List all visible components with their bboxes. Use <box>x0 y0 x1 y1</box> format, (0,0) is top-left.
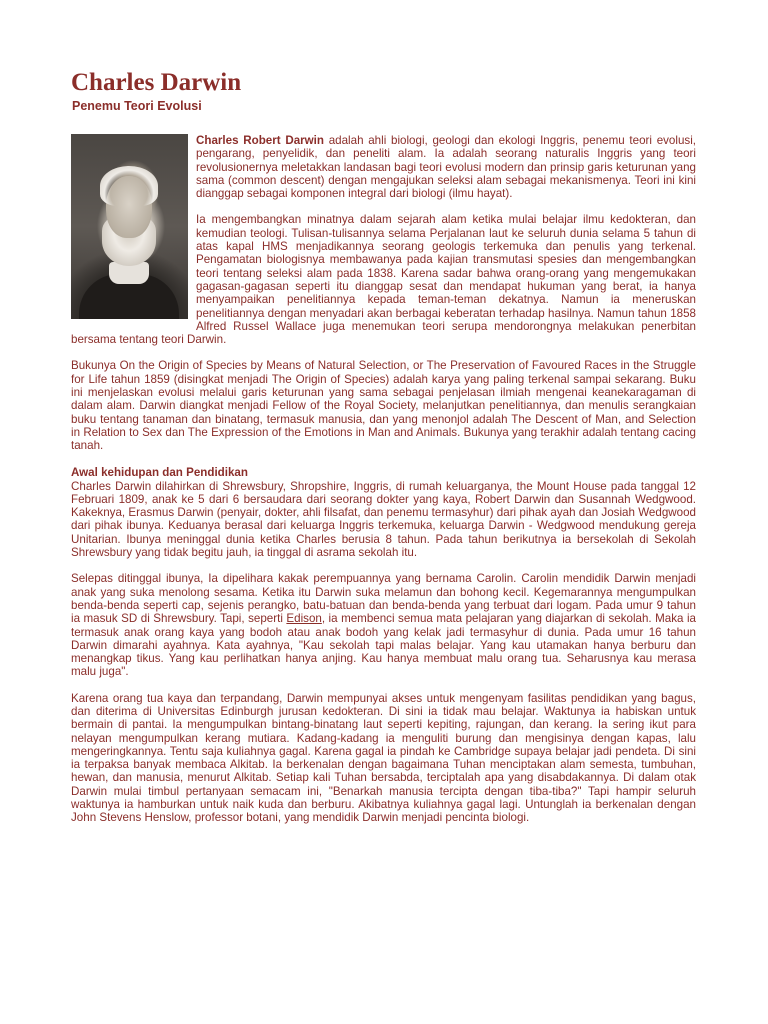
article-body <box>71 134 696 825</box>
section-paragraph-2-after: , ia membenci semua mata pelajaran yang diajarkan di sekolah. Maka ia termasuk anak orang kaya yang bodoh atau anak bodoh yang kelak jadi termasyhur di dunia. Pada umur 16 tahun Darwin dimarahi ayahnya. Kata ayahnya, "Kau sekolah tapi malas belajar. Yang kau utamakan hanya berburu dan menangkap tikus. Yang kau perlihatkan hanya anjing. Kau hanya membuat malu orang tua. Seharusnya kau merasa malu juga". <box>71 612 697 679</box>
page-title: Charles Darwin <box>71 69 242 96</box>
intro-name: Charles Robert Darwin <box>196 134 324 147</box>
intro-paragraph-3: Bukunya On the Origin of Species by Means of Natural Selection, or The Preservation of Favoured Races in the Struggle for Life tahun 1859 (disingkat menjadi The Origin of Species) adalah karya yang paling terkenal sampai sekarang. Buku ini menjelaskan evolusi melalui garis keturunan yang sama sebagai penjelasan ilmiah mengenai keanekaragaman di dalam alam. Darwin diangkat menjadi Fellow of the Royal Society, melanjutkan penelitiannya, dan menulis serangkaian buku tentang tanaman dan binatang, termasuk manusia, dan yang menonjol adalah The Descent of Man, and Selection in Relation to Sex dan The Expression of the Emotions in Man and Animals. Bukunya yang terakhir adalah tentang cacing tanah. <box>71 359 696 453</box>
section-paragraph-2 <box>71 572 696 678</box>
section-paragraph-2-before: Selepas ditinggal ibunya, Ia dipelihara kakak perempuannya yang bernama Carolin. Carolin mendidik Darwin menjadi anak yang suka menolong sesama. Ketika itu Darwin suka melamun dan bohong kecil. Kegemarannya mengumpulkan benda-benda seperti cap, sejenis perangko, batu-batuan dan benda-benda yang terbuat dari logam. Pada umur 9 tahun ia masuk SD di Shrewsbury. Tapi, seperti <box>71 572 696 626</box>
darwin-portrait-image <box>71 134 188 319</box>
page-subtitle: Penemu Teori Evolusi <box>72 99 202 113</box>
section-paragraph-3: Karena orang tua kaya dan terpandang, Darwin mempunyai akses untuk mengenyam fasilitas pendidikan yang bagus, dan diterima di Universitas Edinburgh jurusan kedokteran. Di sini ia tidak mau belajar. Waktunya ia habiskan untuk bermain di pantai. Ia mengumpulkan bintang-binatang laut seperti kepiting, rajungan, dan kerang. Ia sering ikut para nelayan mengumpulkan kerang mutiara. Kadang-kadang ia menguliti burung dan mengisinya dengan kapas, lalu mengeringkannya. Tentu saja kuliahnya gagal. Karena gagal ia pindah ke Cambridge supaya belajar jadi pendeta. Di sini ia terpaksa banyak membaca Alkitab. Ia berkenalan dengan bagaimana Tuhan menciptakan alam semesta, tumbuhan, hewan, dan manusia, menurut Alkitab. Setiap kali Tuhan bersabda, terciptalah apa yang disabdakannya. Di dalam otak Darwin mulai timbul pertanyaan semacam ini, "Benarkah manusia tercipta dengan tiba-tiba?" Tapi hampir seluruh waktunya ia hamburkan untuk naik kuda dan berburu. Akibatnya kuliahnya gagal lagi. Untunglah ia berkenalan dengan John Stevens Henslow, professor botani, yang mendidik Darwin menjadi pencinta biologi. <box>71 691 696 825</box>
intro-paragraph-1-text: adalah ahli biologi, geologi dan ekologi Inggris, penemu teori evolusi, pengarang, penyelidik, dan peneliti alam. Ia adalah seorang naturalis Inggris yang teori revolusionernya meletakkan landasan bagi teori evolusi modern dan prinsip garis keturunan yang sama (common descent) dengan mengajukan seleksi alam sebagai mekanismenya. Teori ini kini dianggap sebagai komponen integral dari biologi (ilmu hayat). <box>196 134 697 201</box>
portrait-hair <box>100 166 158 206</box>
intro-paragraph-2: Ia mengembangkan minatnya dalam sejarah alam ketika mulai belajar ilmu kedokteran, dan kemudian teologi. Tulisan-tulisannya selama Perjalanan laut ke seluruh dunia selama 5 tahun di atas kapal HMS menjadikannya seorang geologis terkemuka dan penulis yang terkenal. Pengamatan biologisnya membawanya pada kajian transmutasi spesies dan mengembangkan teori tentang seleksi alam pada 1838. Karena sadar bahwa orang-orang yang mengemukakan gagasan-gagasan seperti itu dianggap sesat dan mendapat hukuman yang berat, ia hanya menyampaikan penelitiannya kepada teman-teman dekatnya. Namun ia meneruskan penelitiannya dengan menyadari akan berbagai keberatan terhadap hasilnya. Namun tahun 1858 Alfred Russel Wallace juga menemukan teori serupa mendorongnya melakukan penerbitan bersama tentang teori Darwin. <box>71 213 696 347</box>
document-page <box>71 68 696 838</box>
section-paragraph-1: Charles Darwin dilahirkan di Shrewsbury, Shropshire, Inggris, di rumah keluarganya, the Mount House pada tanggal 12 Februari 1809, anak ke 5 dari 6 bersaudara dari seorang dokter yang kaya, Robert Darwin dan Susannah Wedgwood. Kakeknya, Erasmus Darwin (penyair, dokter, ahli filsafat, dan penemu termasyhur) dari pihak ayah dan Josiah Wedgwood dari pihak ibunya. Keduanya berasal dari keluarga Inggris terkemuka, keluarga Darwin - Wedgwood mendukung gereja Unitarian. Ibunya meninggal dunia ketika Charles berusia 8 tahun. Pada tahun berikutnya ia bersekolah di Sekolah Shrewsbury yang tidak begitu jauh, ia tinggal di asrama sekolah itu. <box>71 479 696 560</box>
edison-link[interactable]: Edison <box>286 612 322 626</box>
section-heading: Awal kehidupan dan Pendidikan <box>71 465 248 479</box>
